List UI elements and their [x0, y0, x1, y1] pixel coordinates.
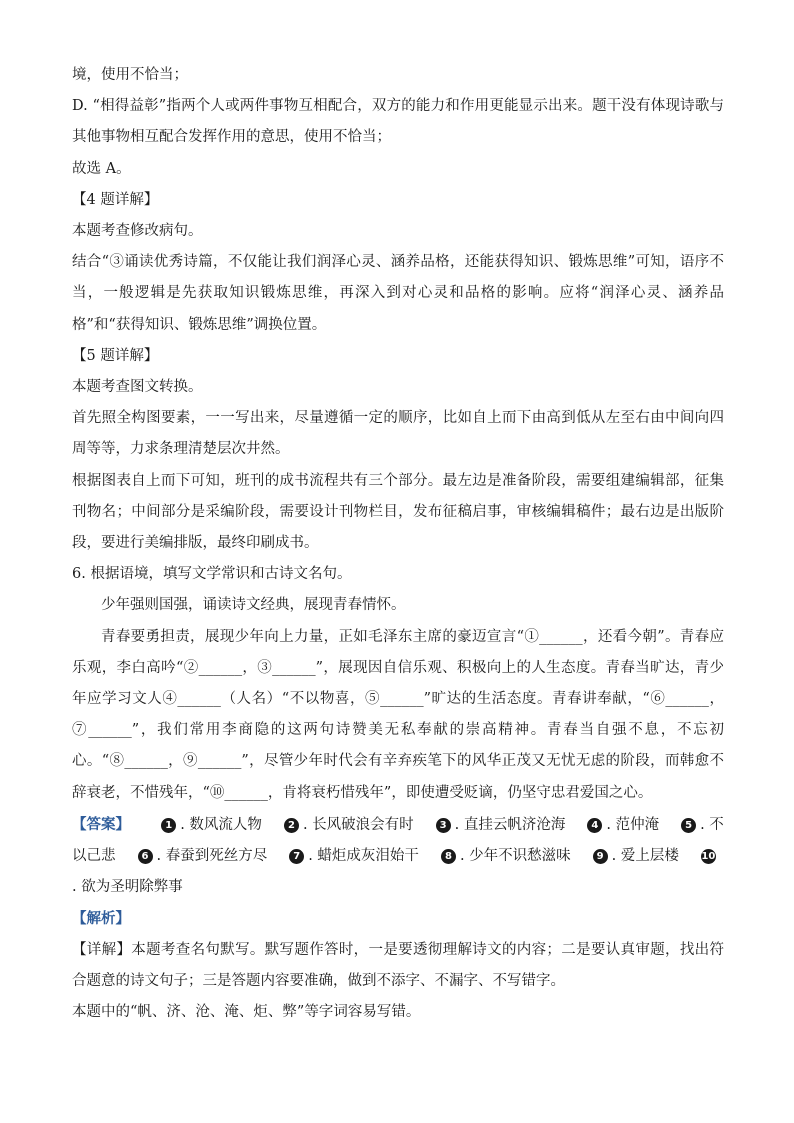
answer-number-badge: 7 [289, 849, 304, 864]
answer-number-badge: 8 [441, 849, 456, 864]
answer-block [72, 809, 724, 904]
answer-item [289, 848, 419, 864]
answer-number-badge: 4 [587, 818, 602, 833]
text-line: 境，使用不恰当； [72, 67, 188, 83]
answer-item [161, 817, 262, 833]
q5-topic: 本题考查图文转换。 [72, 379, 203, 396]
q6-title: 6. 根据语境，填写文学常识和古诗文名句。 [72, 566, 352, 583]
answer-number-badge: 2 [284, 818, 299, 833]
answer-item [138, 848, 268, 864]
answer-number-badge: 5 [681, 818, 696, 833]
option-d-explanation: D. “相得益彰”指两个人或两件事物互相配合，双方的能力和作用更能显示出来。题干没有体现诗歌与其他事物相互配合发挥作用的意思，使用不恰当； [72, 98, 724, 146]
answer-text: . 欲为圣明除弊事 [72, 879, 183, 896]
choice-conclusion: 故选 A。 [72, 160, 131, 177]
answer-label: 【答案】 [72, 815, 130, 833]
q6-intro: 少年强则国强，诵读诗文经典，展现青春情怀。 [101, 597, 406, 614]
detail-explanation: 【详解】本题考查名句默写。默写题作答时，一是要透彻理解诗文的内容；二是要认真审题，找出符合题意的诗文句子；三是答题内容要准确，做到不添字、不漏字、不写错字。 [72, 941, 724, 989]
answer-item [587, 817, 659, 833]
answer-item [284, 817, 414, 833]
answer-number-badge: 3 [436, 818, 451, 833]
answer-number-badge: 1 [161, 818, 176, 833]
answer-text: . 不以己悲 [72, 816, 724, 865]
answer-text: . 直挂云帆济沧海 [454, 816, 566, 833]
answer-item [436, 817, 566, 833]
answer-number-badge: 9 [593, 849, 608, 864]
document-page [72, 60, 724, 1028]
note-text: 本题中的“帆、济、沧、淹、炬、弊”等字词容易写错。 [72, 1004, 421, 1021]
answer-number-badge: 6 [138, 849, 153, 864]
answer-text: . 蜡炬成灰泪始干 [308, 848, 419, 865]
q4-explanation: 结合“③诵读优秀诗篇，不仅能让我们润泽心灵、涵养品格，还能获得知识、锻炼思维”可知，语序不当，一般逻辑是先获取知识锻炼思维，再深入到对心灵和品格的影响。应将“润泽心灵、涵养品格”和“获得知识、锻炼思维”调换位置。 [72, 254, 724, 333]
answer-list [72, 817, 724, 895]
analysis-label: 【解析】 [72, 910, 130, 928]
q6-passage: 青春要勇担责，展现少年向上力量，正如毛泽东主席的豪迈宣言“①______，还看今朝”。青春应乐观，李白高吟“②______，③______”，展现因自信乐观、积极向上的人生态度。青春当旷达，青少年应学习文人④______（人名）“不以物喜，⑤______”旷达的生活态度。青春讲奉献，“⑥______，⑦______”，我们常用李商隐的这两句诗赞美无私奉献的崇高精神。青春当自强不息，不忘初心。“⑧______，⑨______”，尽管少年时代会有辛弃疾笔下的风华正茂又无忧无虑的阶段，而韩愈不辞衰老，不惜残年，“⑩______，肯将衰朽惜残年”，即使遭受贬谪，仍坚守忠君爱国之心。 [72, 628, 724, 801]
answer-item [441, 848, 571, 864]
q5-heading: 【5 题详解】 [72, 347, 159, 364]
answer-text: . 范仲淹 [606, 816, 660, 833]
answer-text: . 爱上层楼 [611, 848, 679, 865]
q4-topic: 本题考查修改病句。 [72, 223, 203, 240]
q5-explanation: 根据图表自上而下可知，班刊的成书流程共有三个部分。最左边是准备阶段，需要组建编辑部，征集刊物名；中间部分是采编阶段，需要设计刊物栏目，发布征稿启事，审核编辑稿件；最右边是出版阶段，要进行美编排版，最终印刷成书。 [72, 472, 724, 552]
q5-method: 首先照全构图要素，一一写出来，尽量遵循一定的顺序，比如自上而下由高到低从左至右由中间向四周等等，力求条理清楚层次井然。 [72, 410, 724, 458]
answer-text: . 少年不识愁滋味 [459, 848, 571, 865]
q4-heading: 【4 题详解】 [72, 191, 159, 208]
answer-number-badge: 10 [701, 851, 716, 863]
answer-text: . 春蚕到死丝方尽 [156, 848, 268, 865]
answer-text: . 数风流人物 [180, 816, 262, 833]
answer-text: . 长风破浪会有时 [302, 816, 414, 833]
answer-item [593, 848, 679, 864]
